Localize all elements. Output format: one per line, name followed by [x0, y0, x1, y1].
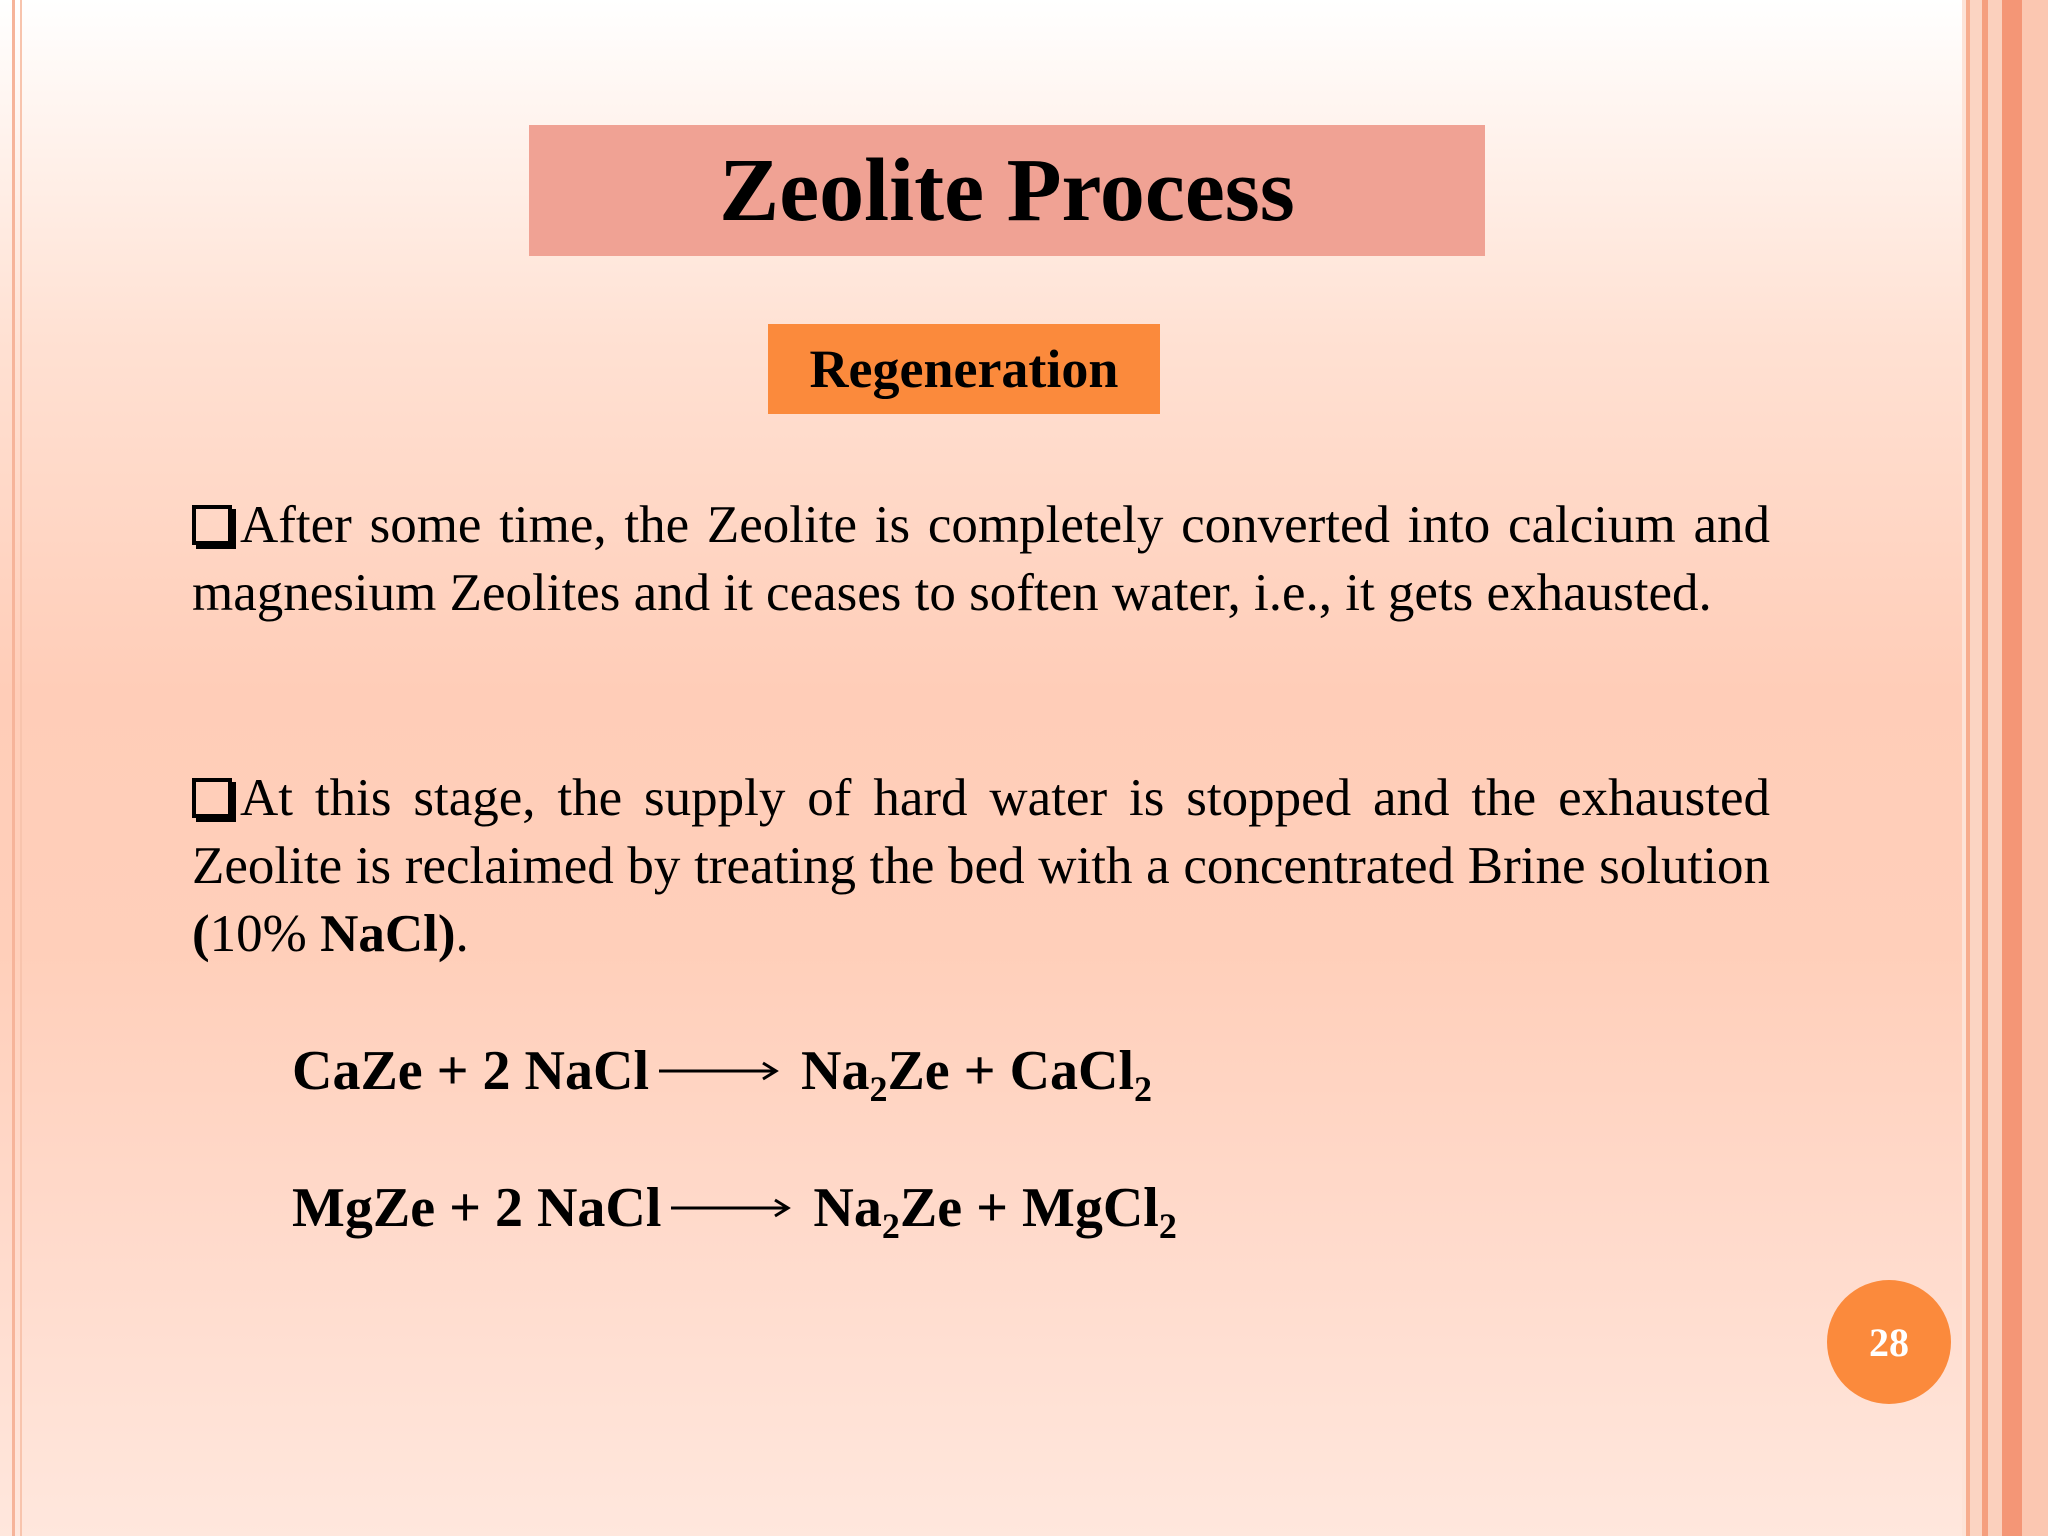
- paragraph-bold-formula: NaCl: [320, 905, 438, 963]
- rhs-subscript: 2: [881, 1206, 900, 1246]
- left-border-line: [20, 0, 22, 1536]
- equation-lhs: MgZe + 2 NaCl: [292, 1177, 662, 1239]
- reaction-arrow-icon: [671, 1198, 791, 1218]
- slide-subtitle: Regeneration: [809, 339, 1119, 399]
- equation-rhs: [813, 1177, 1177, 1246]
- checkbox-bullet-icon: [192, 778, 232, 818]
- page-number: 28: [1869, 1319, 1909, 1365]
- rhs-subscript: 2: [1158, 1206, 1177, 1246]
- equation-lhs: CaZe + 2 NaCl: [292, 1040, 649, 1102]
- left-border-line: [12, 0, 15, 1536]
- rhs-part: Na: [813, 1177, 882, 1239]
- subtitle-banner: [768, 324, 1160, 414]
- right-decorative-stripe: [1962, 0, 2048, 1536]
- rhs-part: Na: [801, 1040, 870, 1102]
- page-number-badge: [1827, 1280, 1951, 1404]
- title-banner: [529, 125, 1485, 256]
- equation-calcium: [292, 1040, 1153, 1109]
- paragraph-end: .: [455, 905, 469, 963]
- rhs-subscript: 2: [1134, 1069, 1153, 1109]
- checkbox-bullet-icon: [192, 505, 232, 545]
- rhs-part: Ze + CaCl: [887, 1040, 1135, 1102]
- paren-open: (: [192, 905, 210, 963]
- equation-rhs: [801, 1040, 1153, 1109]
- paragraph-percent: 10%: [209, 905, 321, 963]
- equation-magnesium: [292, 1177, 1177, 1246]
- bullet-paragraph: [192, 491, 1770, 627]
- rhs-subscript: 2: [869, 1069, 888, 1109]
- reaction-arrow-icon: [659, 1061, 779, 1081]
- paragraph-text: After some time, the Zeolite is completely converted into calcium and magnesium Zeolites and it ceases to soften water, i.e., it gets exhausted.: [192, 496, 1770, 622]
- bullet-paragraph: [192, 764, 1770, 968]
- paren-close: ): [437, 905, 456, 963]
- paragraph-text: At this stage, the supply of hard water is stopped and the exhausted Zeolite is reclaimed by treating the bed with a concentrated Brine solution: [192, 769, 1770, 895]
- slide-title: Zeolite Process: [719, 140, 1295, 240]
- rhs-part: Ze + MgCl: [899, 1177, 1159, 1239]
